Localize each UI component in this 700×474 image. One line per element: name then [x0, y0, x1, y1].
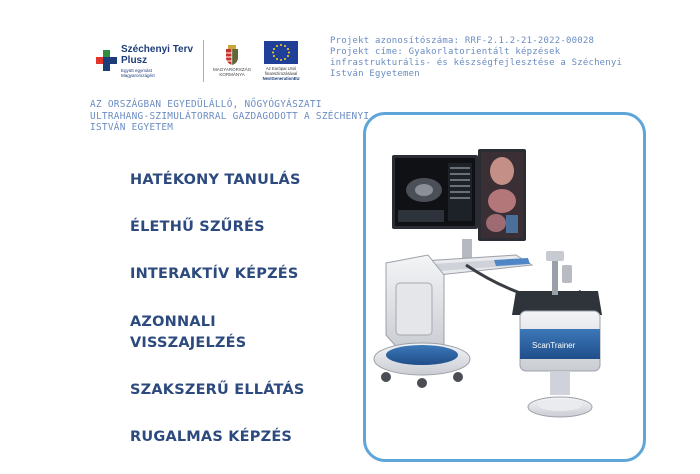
hungary-text: MAGYARORSZÁG KORMÁNYA	[213, 67, 252, 77]
simulator-image-frame	[363, 112, 646, 462]
hungary-government-logo	[214, 45, 250, 77]
right-monitor	[478, 149, 526, 241]
ultrasound-simulator-image	[366, 115, 643, 459]
eu-flag-icon	[264, 41, 298, 64]
feature-azonnali-visszajelzes: AZONNALI VISSZAJELZÉS	[130, 314, 247, 351]
project-id: Projekt azonosítószáma: RRF-2.1.2-21-2022-00028	[330, 36, 595, 46]
eu-logo	[256, 41, 306, 81]
eu-text: Az Európai Unió finanszírozásával NextGenerationEU	[262, 66, 300, 81]
feature-hatekony-tanulas: HATÉKONY TANULÁS	[130, 172, 301, 188]
feature-interaktiv-kepzes: INTERAKTÍV KÉPZÉS	[130, 266, 299, 282]
szechenyi-small: Együtt egymást Magyarországért	[121, 68, 155, 78]
scantrainer-label: ScanTrainer	[532, 341, 576, 350]
feature-elethu-szures: ÉLETHŰ SZŰRÉS	[130, 219, 265, 235]
phantom-unit	[512, 251, 602, 417]
feature-rugalmas-kepzes: RUGALMAS KÉPZÉS	[130, 429, 293, 445]
left-monitor	[392, 155, 478, 229]
intro-heading: AZ ORSZÁGBAN EGYEDÜLÁLLÓ, NŐGYÓGYÁSZATI ULTRAHANG-SZIMULÁTORRAL GAZDAGODOTT A SZÉCHENYI ISTVÁN EGYETEM	[90, 99, 370, 133]
feature-szakszeru-ellatas: SZAKSZERŰ ELLÁTÁS	[130, 382, 305, 398]
szechenyi-terv-logo	[96, 44, 193, 78]
project-info	[330, 36, 660, 80]
szechenyi-line2: Plusz	[121, 55, 148, 66]
logo-strip	[88, 30, 310, 92]
szechenyi-line1: Széchenyi Terv	[121, 44, 194, 55]
project-title: Projekt címe: Gyakorlatorientált képzések infrastrukturális- és készségfejlesztése a Széchenyi István Egyetemen	[330, 47, 623, 79]
coat-of-arms-icon	[225, 45, 239, 65]
szechenyi-mark-icon	[96, 50, 118, 72]
logo-divider	[203, 40, 204, 82]
